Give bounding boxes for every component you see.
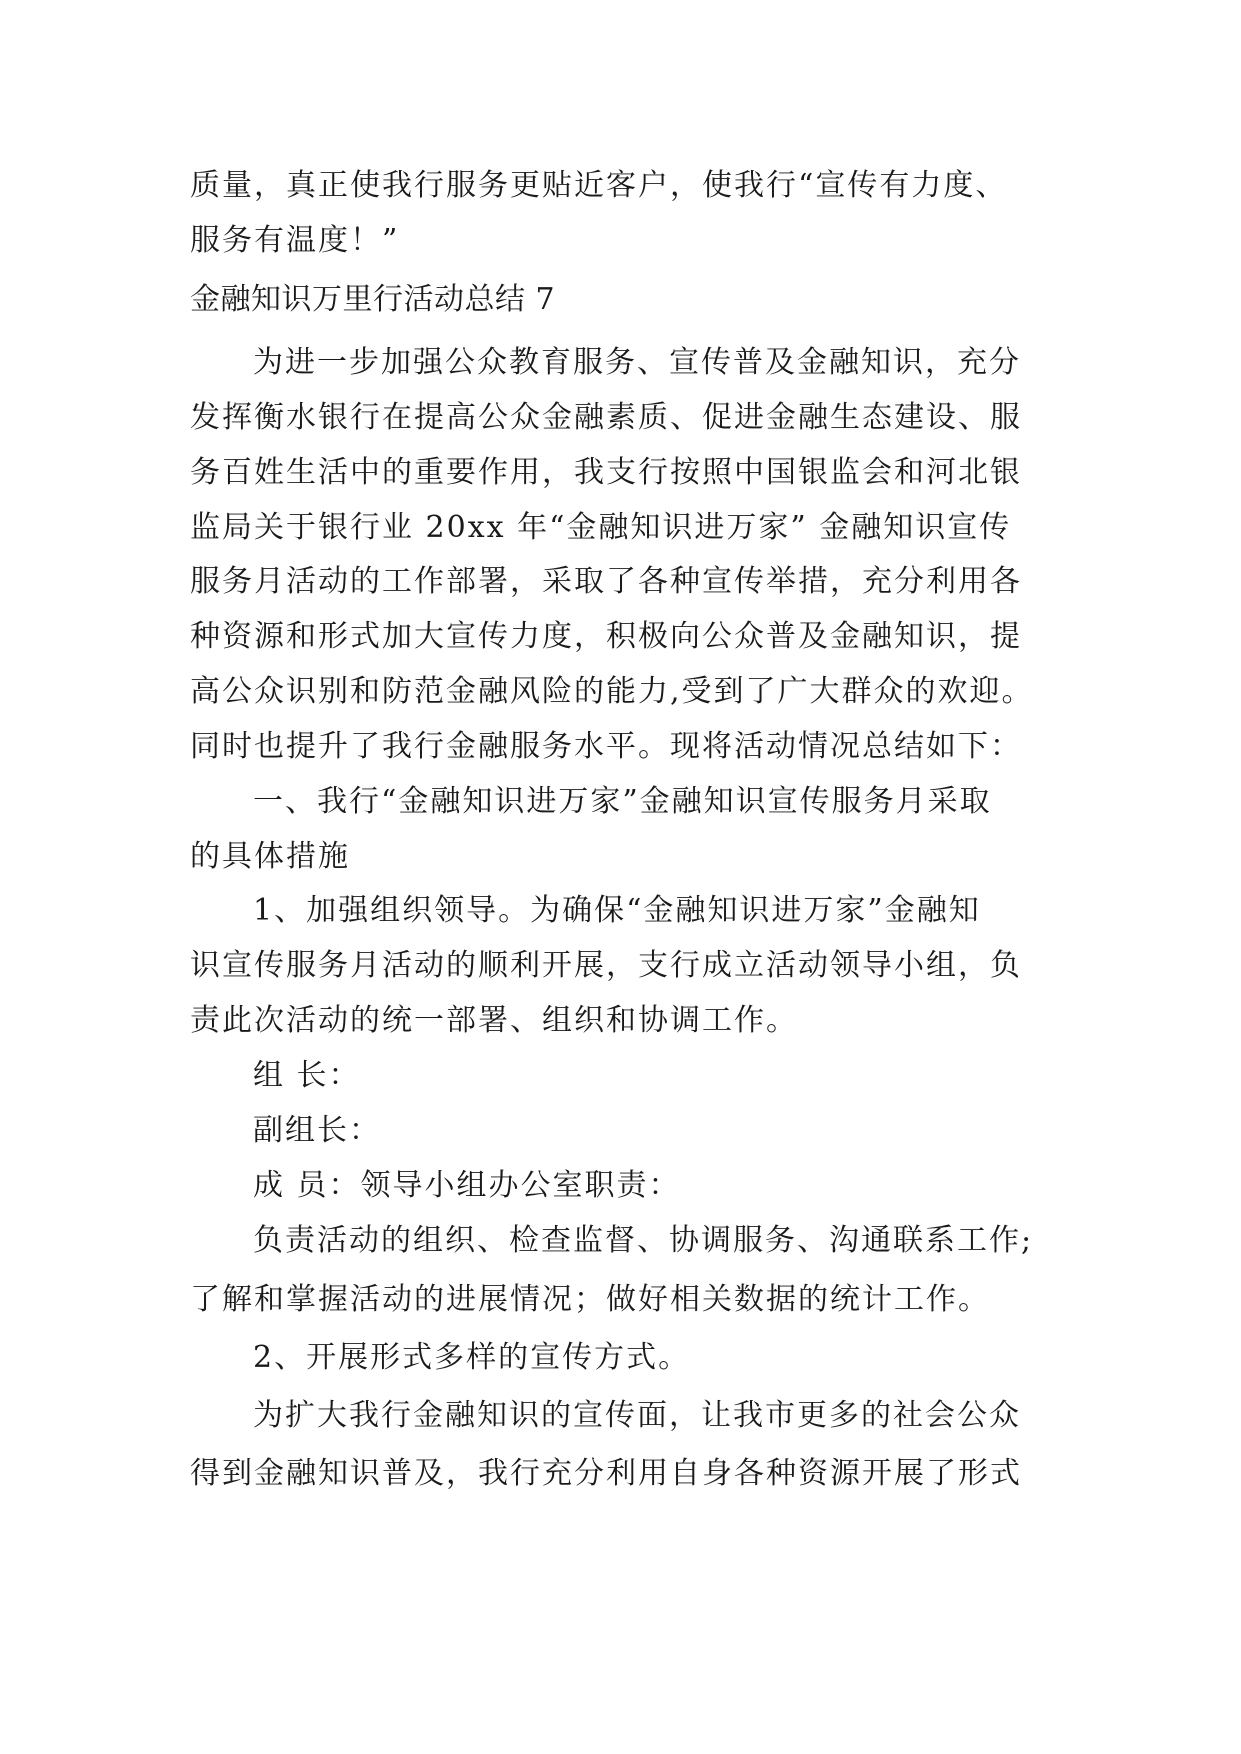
text-line: 发挥衡水银行在提高公众金融素质、促进金融生态建设、服 (190, 400, 1022, 435)
team-leader-line: 组 长： (253, 1058, 361, 1093)
paragraph-start-line: 2、开展形式多样的宣传方式。 (253, 1340, 691, 1375)
text-line: 责此次活动的统一部署、组织和协调工作。 (190, 1003, 798, 1038)
text-line: 种资源和形式加大宣传力度，积极向公众普及金融知识，提 (190, 619, 1022, 654)
deputy-leader-line: 副组长： (253, 1113, 381, 1148)
text-line: 质量，真正使我行服务更贴近客户，使我行“宣传有力度、 (190, 168, 1008, 203)
text-line: 高公众识别和防范金融风险的能力,受到了广大群众的欢迎。 (190, 674, 1034, 709)
text-line: 监局关于银行业 20xx 年“金融知识进万家” 金融知识宣传 (190, 510, 1012, 545)
text-line: 识宣传服务月活动的顺利开展，支行成立活动领导小组，负 (190, 948, 1022, 983)
text-line: 务百姓生活中的重要作用，我支行按照中国银监会和河北银 (190, 455, 1022, 490)
members-line: 成 员：领导小组办公室职责： (253, 1168, 681, 1203)
text-line: 服务有温度！” (190, 223, 400, 258)
section-heading: 金融知识万里行活动总结 7 (190, 282, 556, 317)
text-line: 的具体措施 (190, 839, 350, 874)
paragraph-start-line: 为进一步加强公众教育服务、宣传普及金融知识，充分 (253, 345, 1021, 380)
paragraph-start-line: 为扩大我行金融知识的宣传面，让我市更多的社会公众 (253, 1398, 1021, 1433)
paragraph-start-line: 负责活动的组织、检查监督、协调服务、沟通联系工作; (253, 1223, 1034, 1258)
paragraph-start-line: 一、我行“金融知识进万家”金融知识宣传服务月采取 (253, 784, 992, 819)
text-line: 服务月活动的工作部署，采取了各种宣传举措，充分利用各 (190, 564, 1022, 599)
text-line: 了解和掌握活动的进展情况；做好相关数据的统计工作。 (190, 1282, 990, 1317)
paragraph-start-line: 1、加强组织领导。为确保“金融知识进万家”金融知 (253, 893, 981, 928)
text-line: 得到金融知识普及，我行充分利用自身各种资源开展了形式 (190, 1456, 1022, 1491)
text-line: 同时也提升了我行金融服务水平。现将活动情况总结如下： (190, 729, 1022, 764)
